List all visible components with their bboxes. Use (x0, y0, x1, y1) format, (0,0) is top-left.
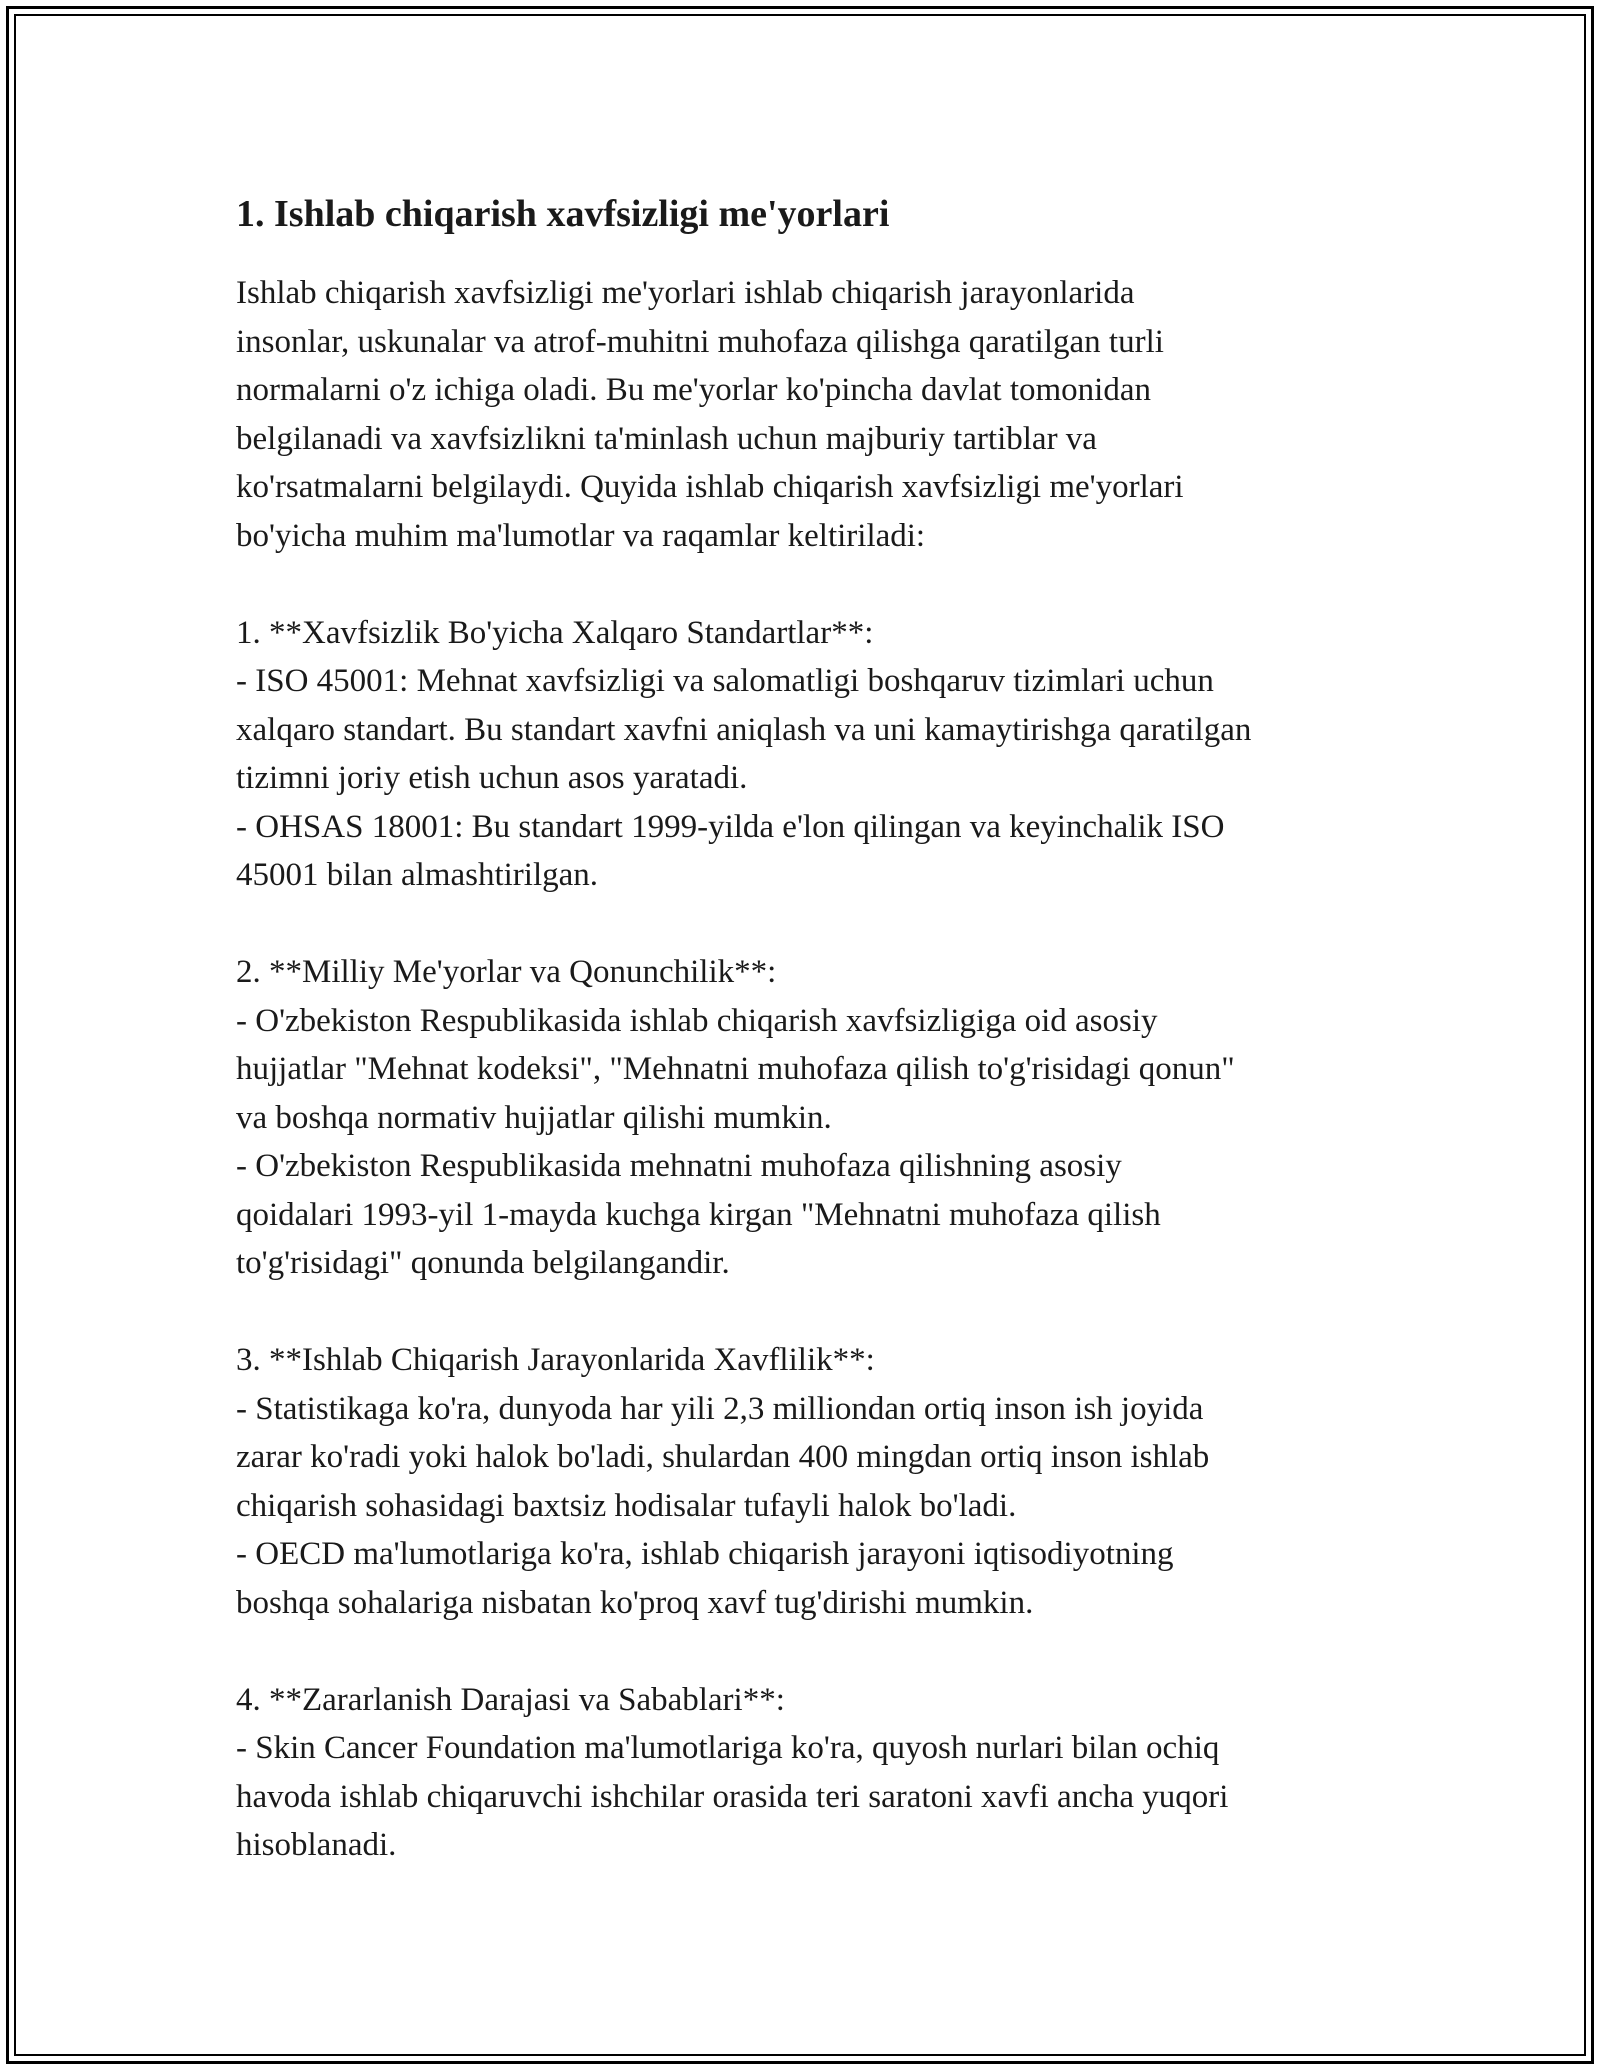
section-heading: 1. Ishlab chiqarish xavfsizligi me'yorlari (236, 193, 890, 235)
document-content (236, 185, 1386, 1870)
body-text: Ishlab chiqarish xavfsizligi me'yorlari ishlab chiqarish jarayonlarida insonlar, uskunalar va atrof-muhitni muhofaza qilishga qaratilgan turli normalarni o'z ichiga oladi. Bu me'yorlar ko'pincha davlat tomonidan belgilanadi va xavfsizlikni ta'minlash uchun majburiy tartiblar va ko'rsatmalarni belgilaydi. Quyida ishlab chiqarish xavfsizligi me'yorlari bo'yicha muhim ma'lumotlar va raqamlar keltiriladi: 1. **Xavfsizlik Bo'yicha Xalqaro Standartlar**: - ISO 45001: Mehnat xavfsizligi va salomatligi boshqaruv tizimlari uchun xalqaro standart. Bu standart xavfni aniqlash va uni kamaytirishga qaratilgan tizimni joriy etish uchun asos yaratadi. - OHSAS 18001: Bu standart 1999-yilda e'lon qilingan va keyinchalik ISO 45001 bilan almashtirilgan. 2. **Milliy Me'yorlar va Qonunchilik**: - O'zbekiston Respublikasida ishlab chiqarish xavfsizligiga oid asosiy hujjatlar "Mehnat kodeksi", "Mehnatni muhofaza qilish to'g'risidagi qonun" va boshqa normativ hujjatlar qilishi mumkin. - O'zbekiston Respublikasida mehnatni muhofaza qilishning asosiy qoidalari 1993-yil 1-mayda kuchga kirgan "Mehnatni muhofaza qilish to'g'risidagi" qonunda belgilangandir. 3. **Ishlab Chiqarish Jarayonlarida Xavflilik**: - Statistikaga ko'ra, dunyoda har yili 2,3 milliondan ortiq inson ish joyida zarar ko'radi yoki halok bo'ladi, shulardan 400 mingdan ortiq inson ishlab chiqarish sohasidagi baxtsiz hodisalar tufayli halok bo'ladi. - OECD ma'lumotlariga ko'ra, ishlab chiqarish jarayoni iqtisodiyotning boshqa sohalariga nisbatan ko'proq xavf tug'dirishi mumkin. 4. **Zararlanish Darajasi va Sabablari**: - Skin Cancer Foundation ma'lumotlariga ko'ra, quyosh nurlari bilan ochiq havoda ishlab chiqaruvchi ishchilar orasida teri saratoni xavfi ancha yuqori hisoblanadi. (236, 275, 1252, 1863)
